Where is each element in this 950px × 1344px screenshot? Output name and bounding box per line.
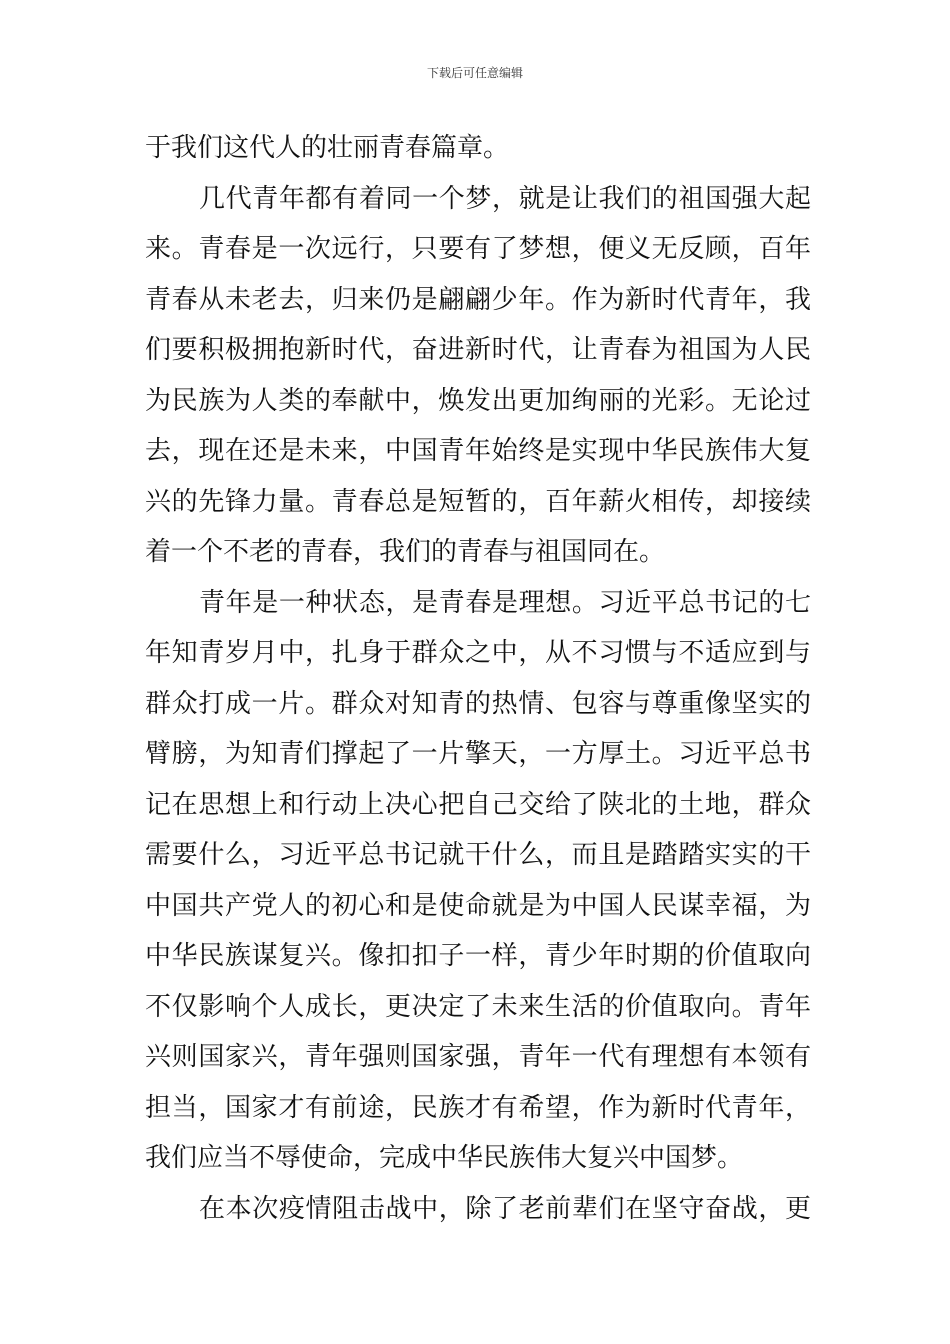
paragraph-line: 去，现在还是未来，中国青年始终是实现中华民族伟大复 (145, 436, 811, 466)
paragraph-line: 几代青年都有着同一个梦，就是让我们的祖国强大起 (199, 183, 811, 214)
paragraph-line: 臂膀，为知青们撑起了一片擎天，一方厚土。习近平总书 (145, 739, 811, 769)
paragraph-line: 青年是一种状态，是青春是理想。习近平总书记的七 (199, 587, 811, 618)
paragraph-line: 兴则国家兴，青年强则国家强，青年一代有理想有本领有 (145, 1042, 811, 1072)
document-body (145, 128, 811, 1239)
paragraph-line: 年知青岁月中，扎身于群众之中，从不习惯与不适应到与 (145, 638, 811, 668)
paragraph-line: 为民族为人类的奉献中，焕发出更加绚丽的光彩。无论过 (145, 385, 811, 416)
paragraph-line: 兴的先锋力量。青春总是短暂的，百年薪火相传，却接续 (145, 486, 811, 517)
paragraph-line: 记在思想上和行动上决心把自己交给了陕北的土地，群众 (145, 789, 811, 820)
paragraph-line: 中国共产党人的初心和是使命就是为中国人民谋幸福，为 (145, 890, 811, 921)
paragraph-line: 群众打成一片。群众对知青的热情、包容与尊重像坚实的 (145, 688, 811, 719)
paragraph-line: 不仅影响个人成长，更决定了未来生活的价值取向。青年 (145, 991, 811, 1022)
paragraph-line: 中华民族谋复兴。像扣扣子一样，青少年时期的价值取向 (145, 941, 811, 971)
paragraph-line: 们要积极拥抱新时代，奋进新时代，让青春为祖国为人民 (145, 335, 811, 365)
paragraph-line: 担当，国家才有前途，民族才有希望，作为新时代青年， (145, 1092, 811, 1123)
paragraph-line: 需要什么，习近平总书记就干什么，而且是踏踏实实的干 (145, 840, 811, 870)
page-header: 下载后可任意编辑 (426, 66, 523, 80)
paragraph-line: 于我们这代人的壮丽青春篇章。 (145, 133, 510, 163)
paragraph-line: 青春从未老去，归来仍是翩翩少年。作为新时代青年，我 (145, 284, 811, 315)
paragraph-line: 在本次疫情阻击战中，除了老前辈们在坚守奋战，更 (199, 1193, 811, 1224)
paragraph-line: 着一个不老的青春，我们的青春与祖国同在。 (145, 537, 666, 567)
paragraph-line: 我们应当不辱使命，完成中华民族伟大复兴中国梦。 (145, 1143, 744, 1173)
paragraph-line: 来。青春是一次远行，只要有了梦想，便义无反顾，百年 (145, 234, 811, 264)
